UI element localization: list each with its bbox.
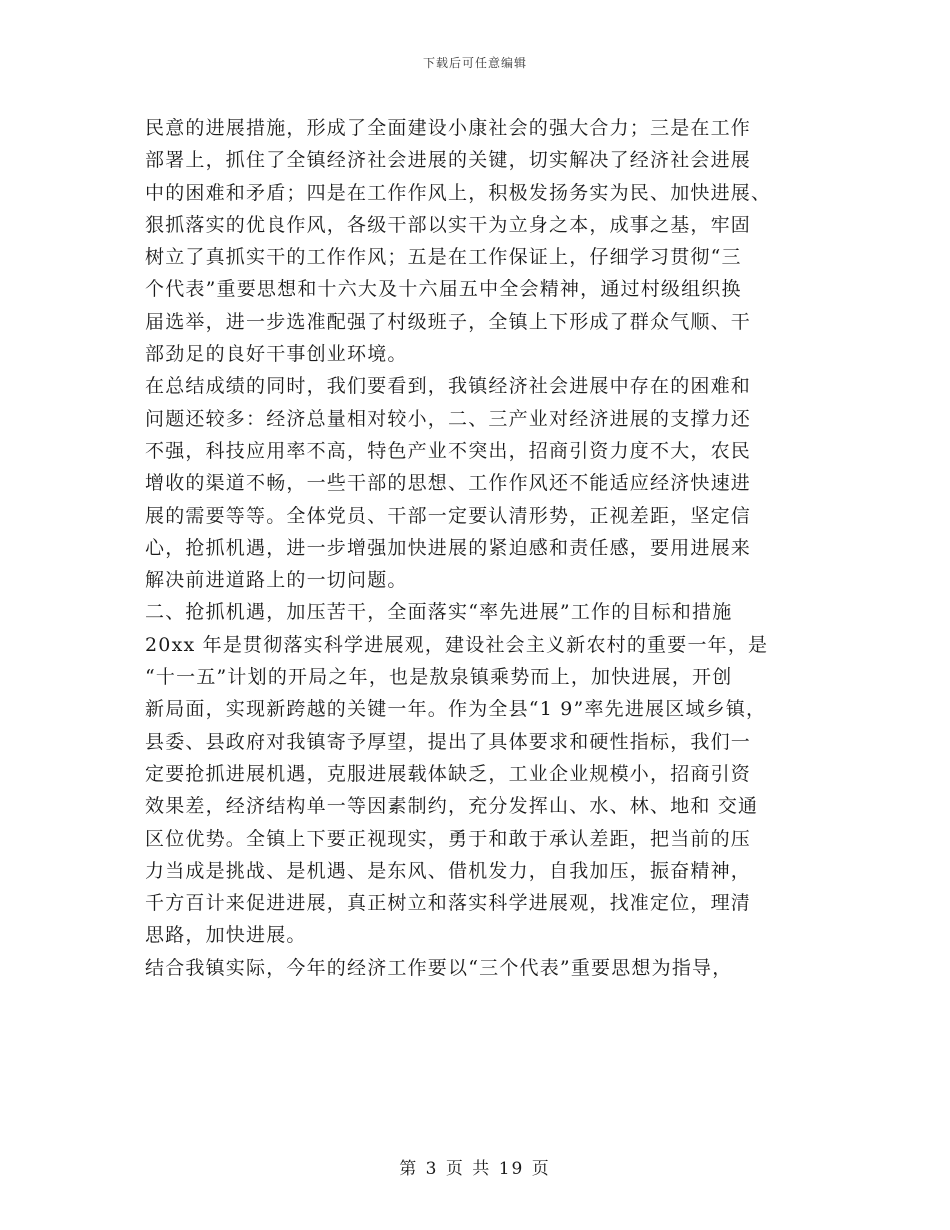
text-line: 不强，科技应用率不高，特色产业不突出，招商引资力度不大，农民 xyxy=(145,439,752,462)
text-line: 心，抢抓机遇，进一步增强加快进展的紧迫感和责任感，要用进展来 xyxy=(145,536,752,559)
text-line: 20xx 年是贯彻落实科学进展观，建设社会主义新农村的重要一年，是 xyxy=(145,633,769,656)
text-line: 届选举，进一步选准配强了村级班子，全镇上下形成了群众气顺、干 xyxy=(145,310,752,333)
text-line: 民意的进展措施，形成了全面建设小康社会的强大合力；三是在工作 xyxy=(145,117,752,139)
page-number: 第 3 页 共 19 页 xyxy=(399,1159,551,1179)
text-line: 个代表”重要思想和十六大及十六届五中全会精神，通过村级组织换 xyxy=(145,278,742,301)
text-line: 结合我镇实际，今年的经济工作要以“三个代表”重要思想为指导， xyxy=(145,956,733,979)
text-line: 部劲足的良好干事创业环境。 xyxy=(145,343,408,366)
text-line: 部署上，抓住了全镇经济社会进展的关键，切实解决了经济社会进展 xyxy=(145,149,752,172)
text-line: 中的困难和矛盾；四是在工作作风上，积极发扬务实为民、加快进展、 xyxy=(145,181,772,204)
document-body xyxy=(145,112,810,984)
page-header: 下载后可任意编辑 xyxy=(422,56,527,70)
text-line: 力当成是挑战、是机遇、是东风、借机发力，自我加压，振奋精神， xyxy=(145,859,752,882)
text-line: 解决前进道路上的一切问题。 xyxy=(145,569,408,592)
text-line: 增收的渠道不畅，一些干部的思想、工作作风还不能适应经济快速进 xyxy=(145,472,752,495)
text-line: 树立了真抓实干的工作作风；五是在工作保证上，仔细学习贯彻“三 xyxy=(145,246,742,269)
text-line: 问题还较多：经济总量相对较小，二、三产业对经济进展的支撑力还 xyxy=(145,407,752,430)
text-line: 县委、县政府对我镇寄予厚望，提出了具体要求和硬性指标，我们一 xyxy=(145,730,752,753)
text-line: 效果差，经济结构单一等因素制约，充分发挥山、水、林、地和 交通 xyxy=(145,795,759,818)
text-line: 在总结成绩的同时，我们要看到，我镇经济社会进展中存在的困难和 xyxy=(145,375,752,398)
text-line: “十一五”计划的开局之年，也是敖泉镇乘势而上，加快进展，开创 xyxy=(145,666,733,689)
text-line: 狠抓落实的优良作风，各级干部以实干为立身之本，成事之基，牢固 xyxy=(145,213,752,236)
text-line: 定要抢抓进展机遇，克服进展载体缺乏，工业企业规模小，招商引资 xyxy=(145,762,752,785)
text-line: 新局面，实现新跨越的关键一年。作为全县“1 9”率先进展区域乡镇， xyxy=(145,698,767,721)
section-heading: 二、抢抓机遇，加压苦干，全面落实“率先进展”工作的目标和措施 xyxy=(145,601,733,624)
text-line: 展的需要等等。全体党员、干部一定要认清形势，正视差距，坚定信 xyxy=(145,504,752,527)
text-line: 区位优势。全镇上下要正视现实，勇于和敢于承认差距，把当前的压 xyxy=(145,827,752,850)
text-line: 千方百计来促进进展，真正树立和落实科学进展观，找准定位，理清 xyxy=(145,892,752,915)
text-line: 思路，加快进展。 xyxy=(145,924,307,947)
